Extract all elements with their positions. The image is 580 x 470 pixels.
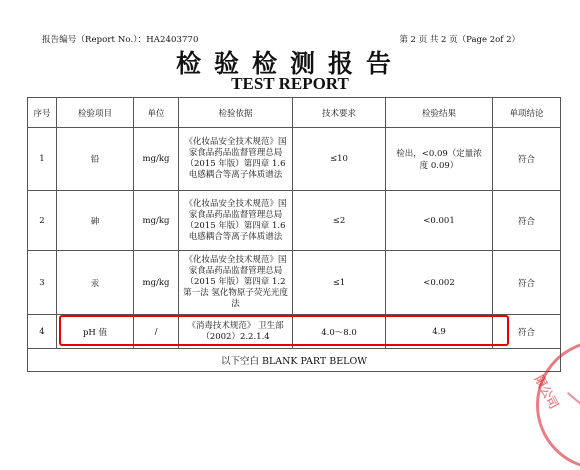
seal-text: 限公司 — [531, 372, 562, 412]
cell-basis: 《化妆品安全技术规范》国家食品药品监督管理总局（2015 年版）第四章 1.2 第一法 氢化物原子荧光光度法 — [179, 251, 293, 315]
cell-no: 3 — [28, 251, 57, 315]
cell-conclusion: 符合 — [493, 315, 561, 349]
column-header: 序号 — [28, 98, 57, 128]
cell-result: 4.9 — [386, 315, 493, 349]
page-indicator: 第 2 页 共 2 页（Page 2of 2） — [399, 35, 520, 45]
cell-unit: mg/kg — [134, 128, 179, 191]
table-row — [28, 128, 561, 191]
report-title-chinese: 检验检测报告 — [175, 49, 404, 78]
cell-requirement: ≤10 — [293, 128, 386, 191]
cell-item: 砷 — [57, 191, 134, 251]
cell-requirement: ≤1 — [293, 251, 386, 315]
cell-no: 2 — [28, 191, 57, 251]
cell-requirement: 4.0～8.0 — [293, 315, 386, 349]
ph-row-highlight-box — [59, 315, 509, 346]
cell-unit: / — [134, 315, 179, 349]
cell-no: 4 — [28, 315, 57, 349]
table-row — [28, 191, 561, 251]
cell-basis: 《化妆品安全技术规范》国家食品药品监督管理总局（2015 年版）第四章 1.6 电感耦合等离子体质谱法 — [179, 191, 293, 251]
column-header: 检验依据 — [179, 98, 293, 128]
report-title-english: TEST REPORT — [231, 74, 349, 93]
cell-conclusion: 符合 — [493, 128, 561, 191]
cell-no: 1 — [28, 128, 57, 191]
report-number: 报告编号（Report No.）：HA2403770 — [42, 35, 199, 45]
column-header: 技术要求 — [293, 98, 386, 128]
cell-result: <0.002 — [386, 251, 493, 315]
cell-unit: mg/kg — [134, 191, 179, 251]
column-header: 单项结论 — [493, 98, 561, 128]
cell-conclusion: 符合 — [493, 191, 561, 251]
cell-item: 铅 — [57, 128, 134, 191]
cell-conclusion: 符合 — [493, 251, 561, 315]
cell-item: pH 值 — [57, 315, 134, 349]
cell-requirement: ≤2 — [293, 191, 386, 251]
column-header: 检验结果 — [386, 98, 493, 128]
table-row — [28, 251, 561, 315]
column-header: 单位 — [134, 98, 179, 128]
column-header: 检验项目 — [57, 98, 134, 128]
blank-part-note: 以下空白 BLANK PART BELOW — [28, 349, 561, 372]
cell-basis: 《化妆品安全技术规范》国家食品药品监督管理总局（2015 年版）第四章 1.6 电感耦合等离子体质谱法 — [179, 128, 293, 191]
cell-item: 汞 — [57, 251, 134, 315]
cell-result: 检出，<0.09（定量浓度 0.09） — [386, 128, 493, 191]
blank-part-row — [28, 349, 561, 372]
cell-basis: 《消毒技术规范》 卫生部（2002）2.2.1.4 — [179, 315, 293, 349]
cell-unit: mg/kg — [134, 251, 179, 315]
cell-result: <0.001 — [386, 191, 493, 251]
table-header-row — [28, 98, 561, 128]
